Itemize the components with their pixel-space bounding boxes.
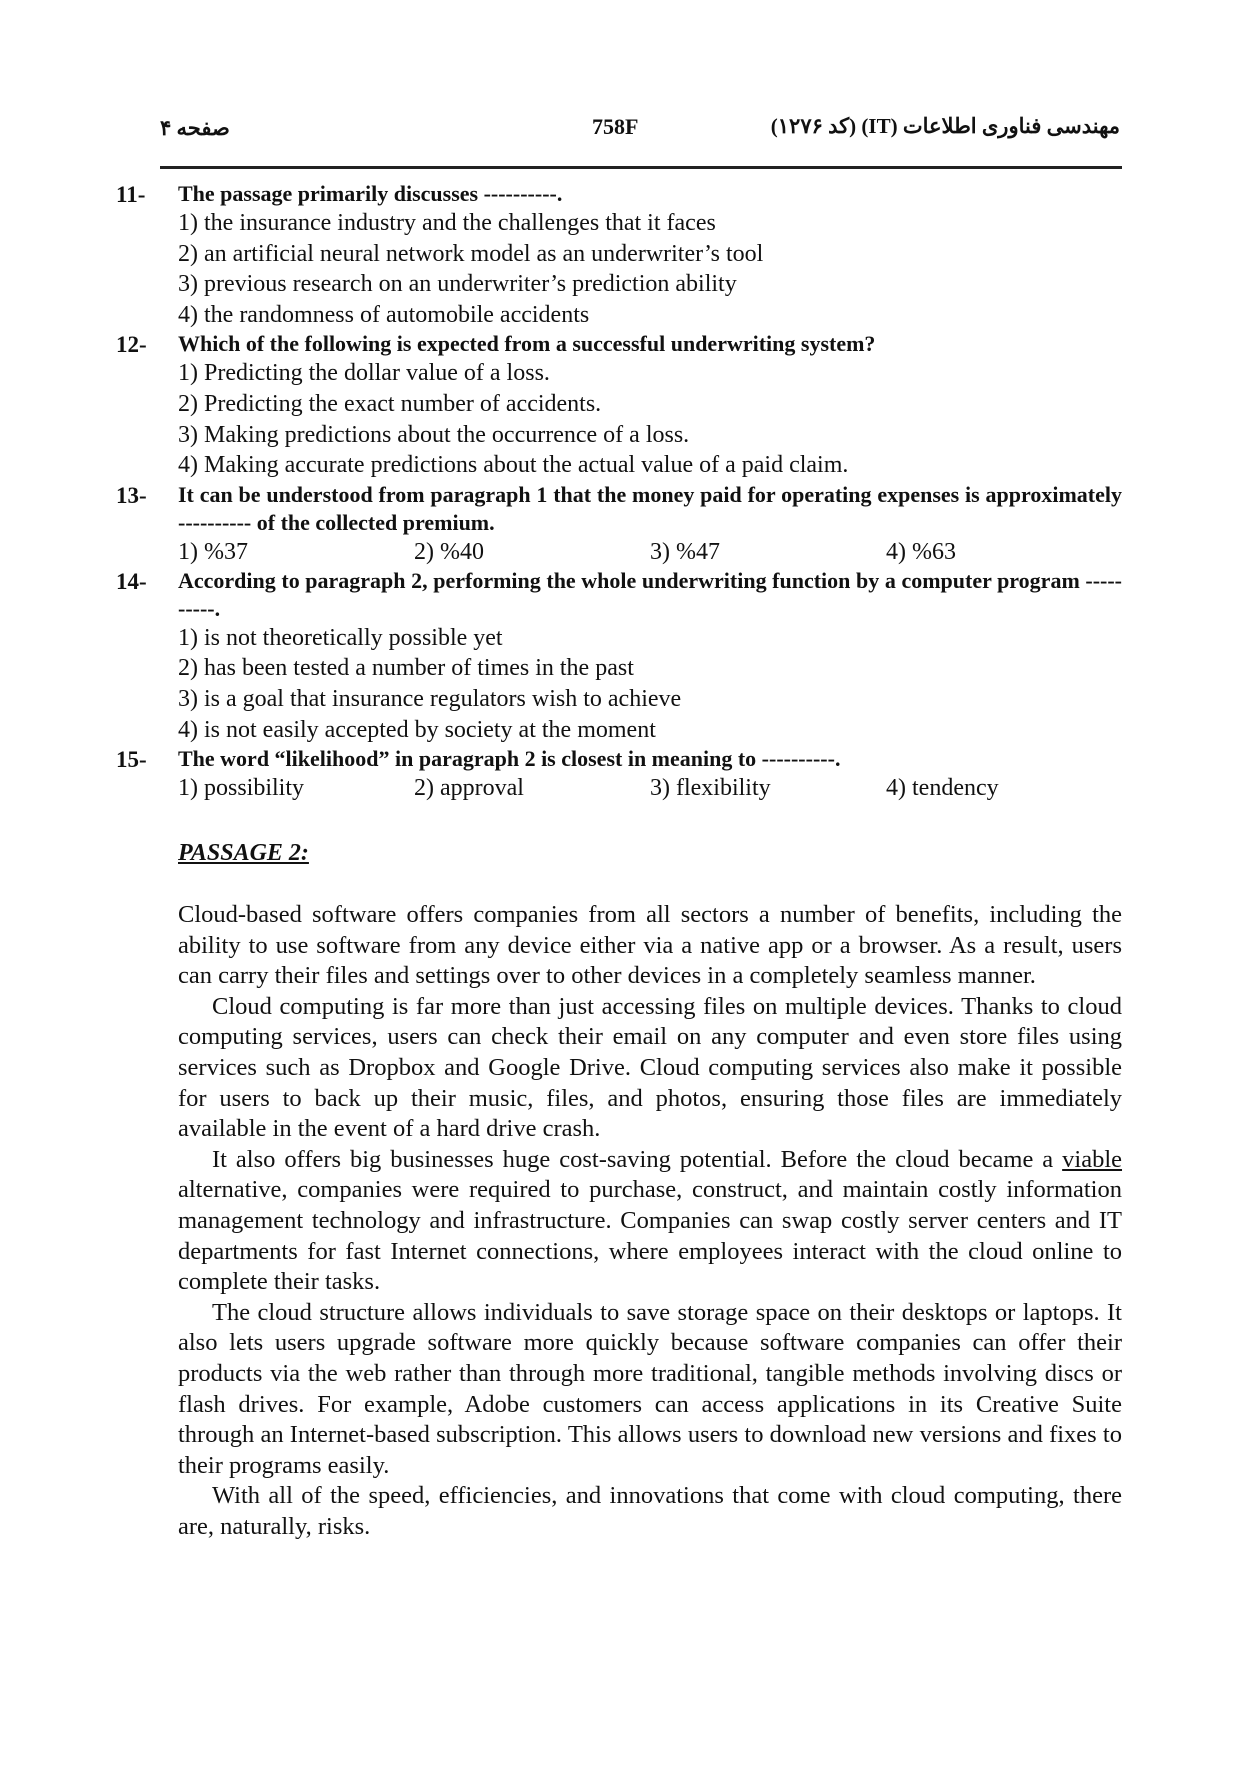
paragraph-3 — [178, 1145, 1122, 1298]
passage-body — [178, 900, 1122, 1542]
paragraph-3-end: alternative, companies were required to purchase, construct, and maintain costly information management technology and infrastructure. Companies can swap costly server centers and IT departments for fast Internet connections, where employees interact with the cloud online to complete their tasks. — [178, 1176, 1122, 1296]
option-1: 1) Predicting the dollar value of a loss. — [178, 360, 550, 387]
option-4: 4) is not easily accepted by society at the moment — [178, 716, 656, 743]
exam-code: 758F — [592, 114, 639, 139]
option-2: 2) %40 — [414, 538, 484, 565]
header-divider — [160, 166, 1122, 169]
question-number: 11- — [116, 182, 146, 207]
page-number: صفحه ۴ — [160, 116, 230, 140]
option-1: 1) %37 — [178, 538, 248, 565]
question-number: 13- — [116, 482, 147, 508]
option-3: 3) previous research on an underwriter’s prediction ability — [178, 271, 737, 298]
paragraph-2: Cloud computing is far more than just accessing files on multiple devices. Thanks to cloud computing services, users can check their email on any computer and even store files using services such as Dropbox and Google Drive. Cloud computing services also make it possible for users to back up their music, files, and photos, ensuring those files are immediately available in the event of a hard drive crash. — [178, 992, 1122, 1143]
option-3: 3) Making predictions about the occurrence of a loss. — [178, 421, 690, 448]
question-number: 12- — [116, 332, 147, 358]
question-14 — [116, 567, 1122, 745]
option-2: 2) approval — [414, 775, 524, 802]
option-4: 4) Making accurate predictions about the actual value of a paid claim. — [178, 452, 849, 479]
question-stem: The word “likelihood” in paragraph 2 is closest in meaning to ----------. — [178, 746, 841, 772]
exam-title: مهندسی فناوری اطلاعات (IT) (کد ۱۲۷۶) — [770, 114, 1120, 138]
question-15 — [116, 745, 1122, 803]
underlined-word: viable — [1062, 1145, 1123, 1173]
option-row — [178, 537, 1122, 567]
option-3: 3) is a goal that insurance regulators wish to achieve — [178, 685, 682, 712]
option-4: 4) the randomness of automobile accidents — [178, 301, 590, 328]
question-number: 14- — [116, 568, 147, 594]
page-header — [160, 112, 1120, 148]
option-row — [178, 773, 1122, 803]
question-number: 15- — [116, 747, 147, 773]
option-1: 1) is not theoretically possible yet — [178, 624, 503, 651]
option-2: 2) an artificial neural network model as an underwriter’s tool — [178, 240, 764, 267]
option-2: 2) has been tested a number of times in the past — [178, 655, 634, 682]
option-3: 3) flexibility — [650, 775, 771, 802]
question-stem: The passage primarily discusses ----------. — [178, 181, 563, 206]
option-4: 4) %63 — [886, 538, 956, 565]
question-stem: According to paragraph 2, performing the whole underwriting function by a computer program ----------. — [178, 567, 1122, 621]
paragraph-3-start: It also offers big businesses huge cost-saving potential. Before the cloud became a — [212, 1145, 1054, 1173]
option-2: 2) Predicting the exact number of accidents. — [178, 390, 602, 417]
question-stem: Which of the following is expected from a successful underwriting system? — [178, 331, 876, 357]
passage-title: PASSAGE 2: — [178, 840, 309, 866]
option-1: 1) possibility — [178, 775, 305, 802]
option-1: 1) the insurance industry and the challenges that it faces — [178, 210, 716, 236]
option-4: 4) tendency — [886, 775, 999, 802]
question-13 — [116, 481, 1122, 567]
paragraph-1: Cloud-based software offers companies from all sectors a number of benefits, including the ability to use software from any device either via a native app or a browser. As a result, users can carry their files and settings over to other devices in a completely seamless manner. — [178, 901, 1122, 990]
paragraph-4: The cloud structure allows individuals to save storage space on their desktops or laptops. It also lets users upgrade software more quickly because software companies can offer their products via the web rather than through more traditional, tangible methods involving discs or flash drives. For example, Adobe customers can access applications in its Creative Suite through an Internet-based subscription. This allows users to download new versions and fixes to their programs easily. — [178, 1298, 1122, 1479]
question-11 — [116, 180, 1122, 330]
question-stem: It can be understood from paragraph 1 that the money paid for operating expenses is approximately ---------- of the collected premium. — [178, 481, 1122, 535]
question-12 — [116, 330, 1122, 480]
question-list — [116, 180, 1122, 803]
option-3: 3) %47 — [650, 538, 720, 565]
paragraph-5: With all of the speed, efficiencies, and innovations that come with cloud computing, there are, naturally, risks. — [178, 1482, 1122, 1540]
